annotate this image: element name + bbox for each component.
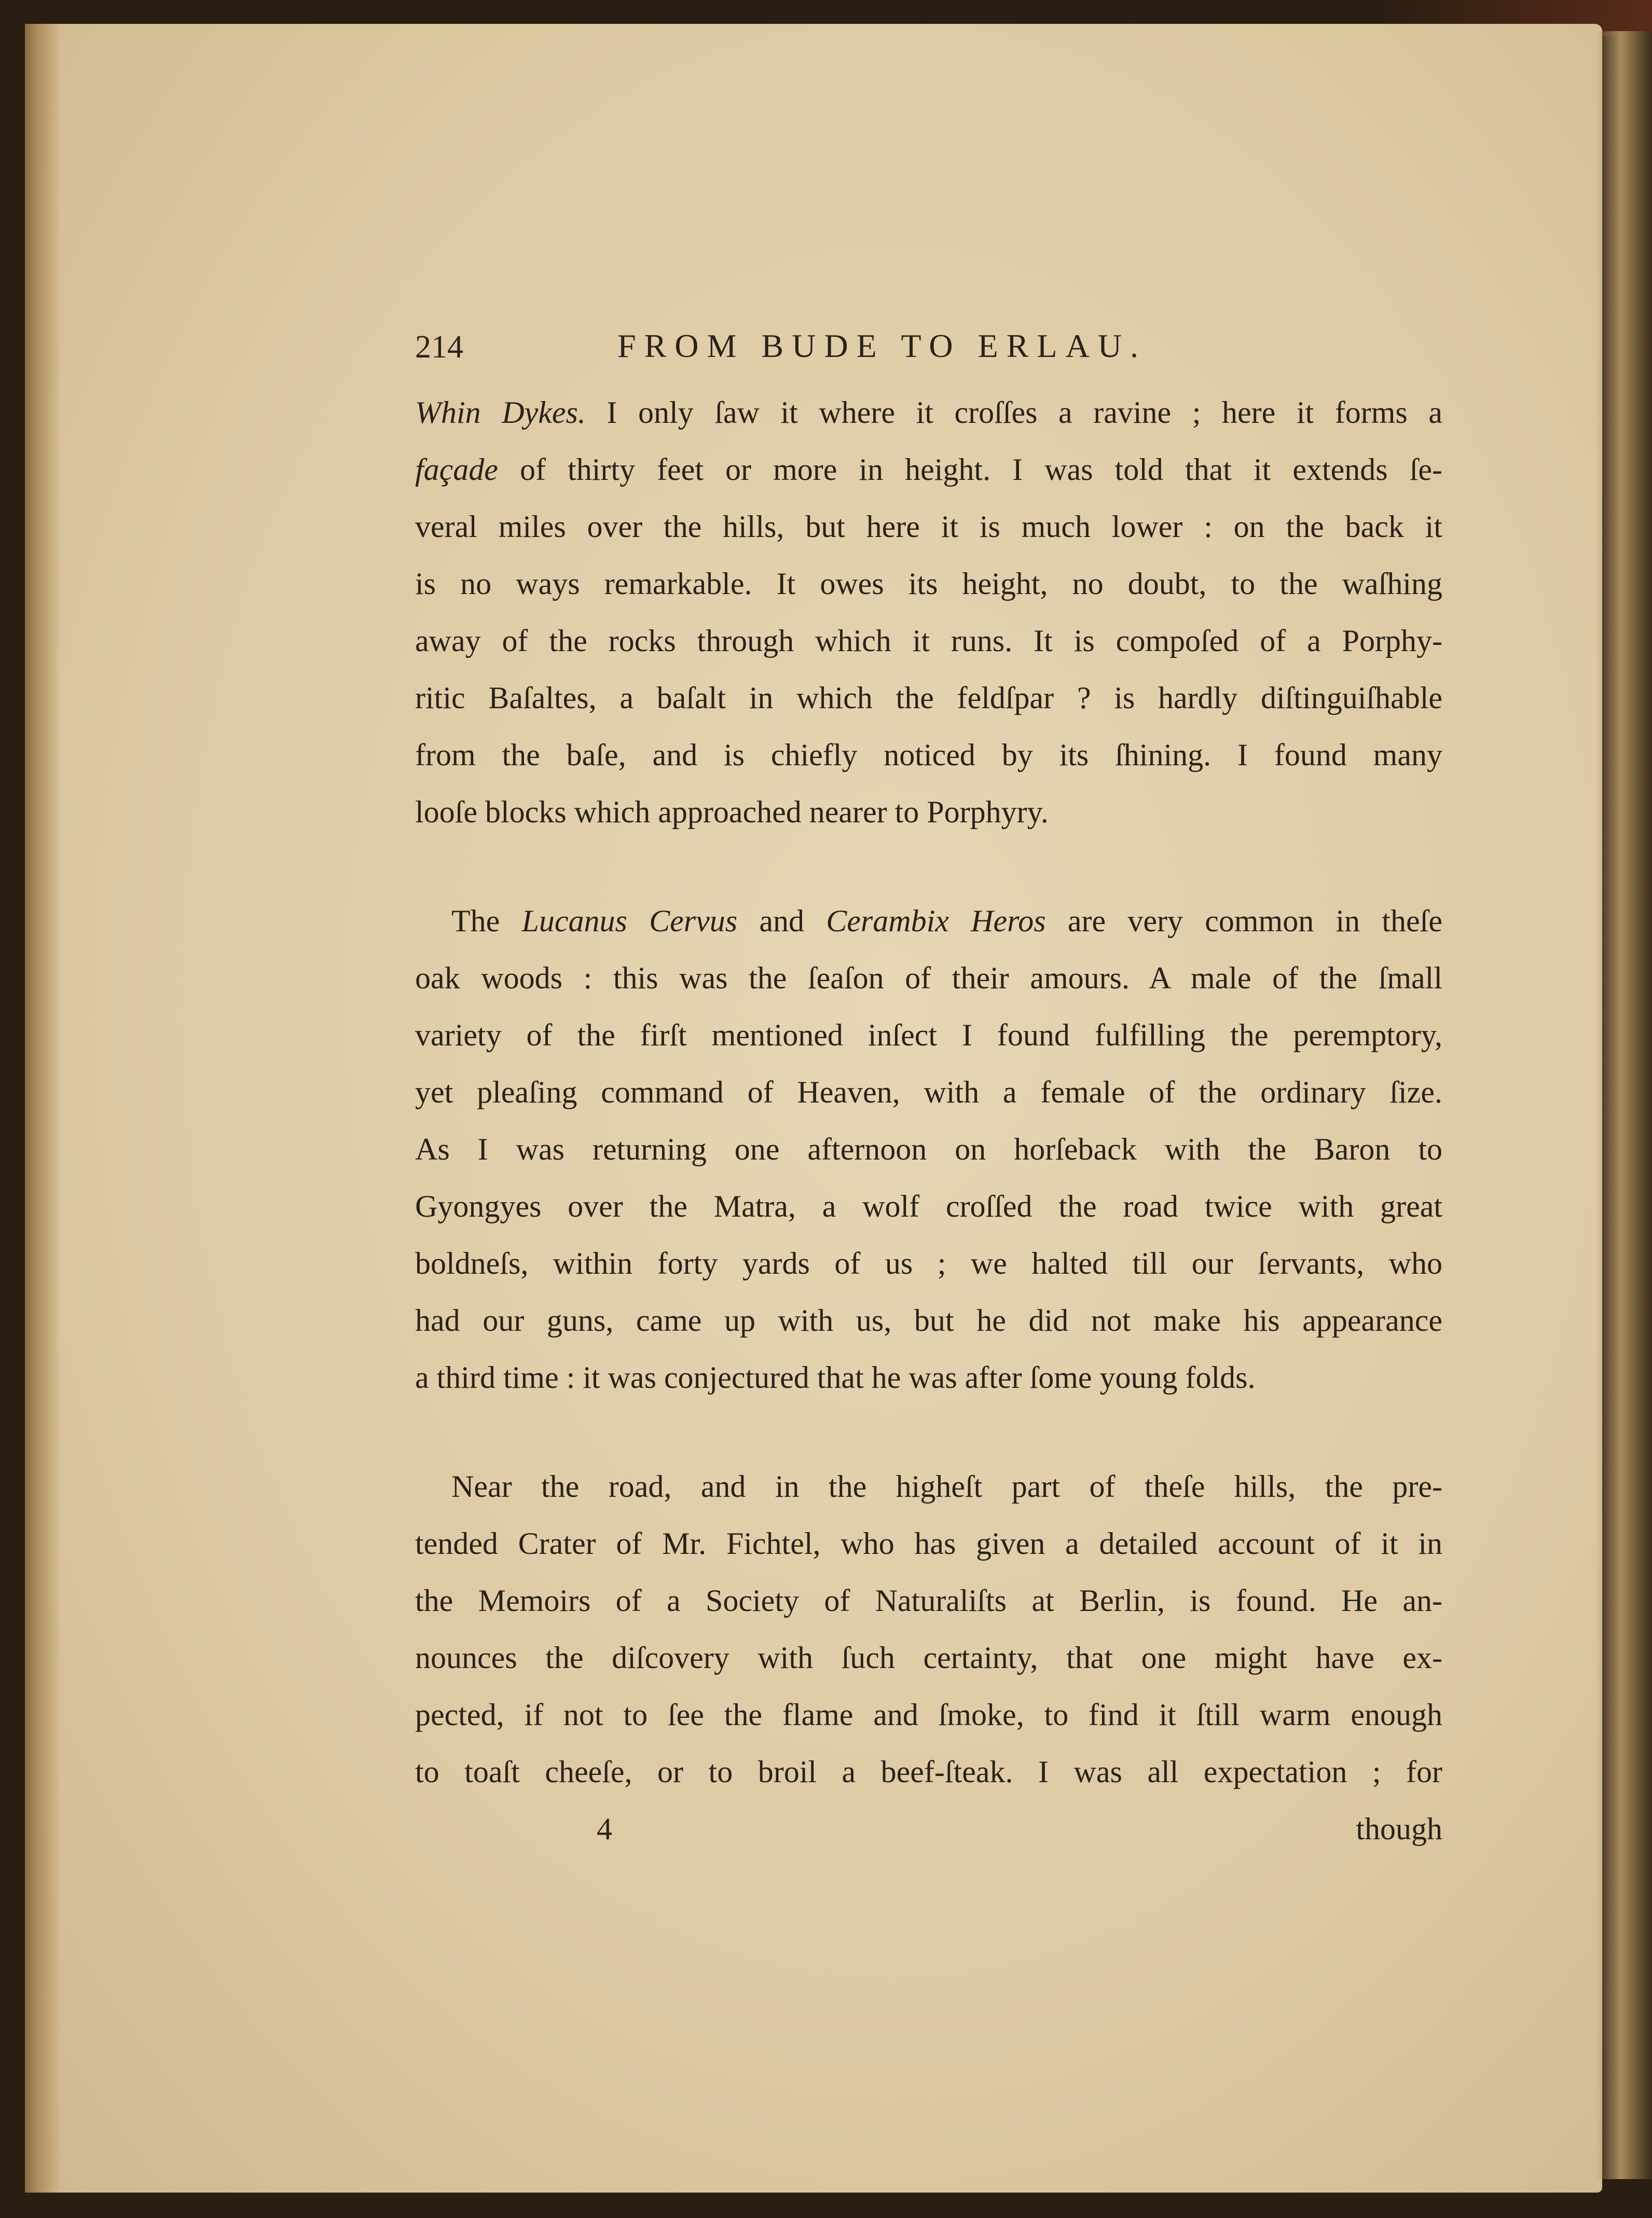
- text-line: [415, 1458, 1442, 1515]
- text-line: looſe blocks which approached nearer to Porphyry.: [415, 795, 1049, 829]
- text-line: to toaſt cheeſe, or to broil a beef-ſteak. I was all expectation ; for: [415, 1755, 1442, 1789]
- text-line: the Memoirs of a Society of Naturaliſts at Berlin, is found. He an-: [415, 1583, 1442, 1618]
- text-line: [415, 441, 1442, 498]
- right-page-edge: [1595, 31, 1652, 2179]
- paragraph-gap: [415, 1406, 1442, 1458]
- paragraph-1: [415, 384, 1442, 841]
- text-line: [415, 892, 1442, 949]
- italic-phrase: Whin Dykes.: [415, 395, 586, 430]
- line-text: are very common in theſe: [1045, 904, 1442, 938]
- catchword: though: [1356, 1812, 1442, 1846]
- text-line: nounces the diſcovery with ſuch certainty, that one might have ex-: [415, 1641, 1442, 1675]
- line-text: The: [451, 904, 522, 938]
- running-head: [415, 316, 1442, 384]
- line-text: of thirty feet or more in height. I was told that it extends ſe-: [498, 452, 1442, 487]
- text-line: As I was returning one afternoon on horſeback with the Baron to: [415, 1132, 1442, 1166]
- signature-mark: 4: [597, 1812, 612, 1846]
- text-line: yet pleaſing command of Heaven, with a female of the ordinary ſize.: [415, 1075, 1442, 1109]
- line-text: and: [737, 904, 827, 938]
- left-gutter-shadow: [25, 24, 61, 2193]
- text-line: Gyongyes over the Matra, a wolf croſſed the road twice with great: [415, 1189, 1442, 1223]
- paragraph-3: [415, 1458, 1442, 1800]
- text-line: [415, 384, 1442, 441]
- paragraph-2: [415, 892, 1442, 1406]
- text-line: from the baſe, and is chiefly noticed by its ſhining. I found many: [415, 738, 1442, 772]
- line-text: Near the road, and in the higheſt part of theſe hills, the pre-: [451, 1469, 1442, 1504]
- text-line: had our guns, came up with us, but he did not make his appearance: [415, 1303, 1442, 1338]
- text-line: tended Crater of Mr. Fichtel, who has given a detailed account of it in: [415, 1526, 1442, 1561]
- text-line: veral miles over the hills, but here it is much lower : on the back it: [415, 509, 1442, 544]
- text-line: pected, if not to ſee the flame and ſmoke, to find it ſtill warm enough: [415, 1698, 1442, 1732]
- text-line: is no ways remarkable. It owes its height, no doubt, to the waſhing: [415, 567, 1442, 601]
- text-block: [415, 316, 1442, 1857]
- page-number: 214: [415, 329, 463, 365]
- text-line: variety of the firſt mentioned inſect I found fulfilling the peremptory,: [415, 1018, 1442, 1052]
- italic-phrase: façade: [415, 452, 498, 487]
- page-footer: [415, 1800, 1442, 1857]
- line-text: I only ſaw it where it croſſes a ravine ; here it forms a: [585, 395, 1442, 430]
- text-line: boldneſs, within forty yards of us ; we halted till our ſervants, who: [415, 1246, 1442, 1280]
- text-line: away of the rocks through which it runs. It is compoſed of a Porphy-: [415, 624, 1442, 658]
- text-line: ritic Baſaltes, a baſalt in which the feldſpar ? is hardly diſtinguiſhable: [415, 681, 1442, 715]
- italic-phrase: Cerambix Heros: [826, 904, 1046, 938]
- text-line: oak woods : this was the ſeaſon of their amours. A male of the ſmall: [415, 961, 1442, 995]
- running-title: FROM BUDE TO ERLAU.: [617, 327, 1147, 364]
- text-line: a third time : it was conjectured that he was after ſome young folds.: [415, 1360, 1256, 1395]
- italic-phrase: Lucanus Cervus: [521, 904, 738, 938]
- paragraph-gap: [415, 841, 1442, 892]
